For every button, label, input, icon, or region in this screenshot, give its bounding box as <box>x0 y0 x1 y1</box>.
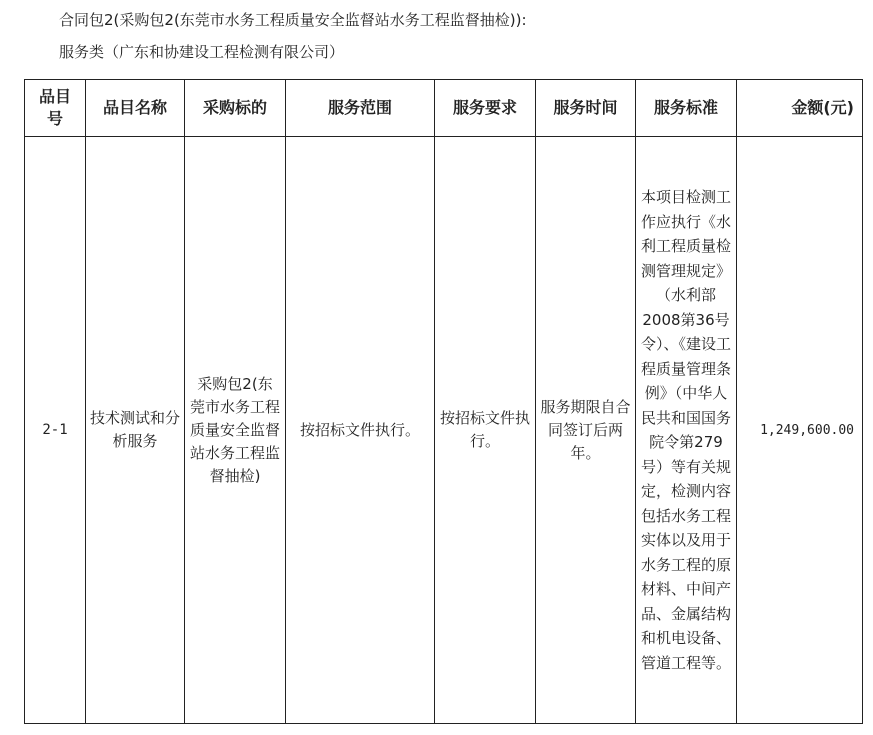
cell-service-scope: 按招标文件执行。 <box>286 137 435 724</box>
cell-item-name: 技术测试和分析服务 <box>86 137 185 724</box>
header-service-standard: 服务标准 <box>636 80 737 137</box>
cell-procurement-subject: 采购包2(东莞市水务工程质量安全监督站水务工程监督抽检) <box>185 137 286 724</box>
procurement-items-table <box>24 79 863 724</box>
service-category-label: 服务类（广东和协建设工程检测有限公司） <box>59 43 345 61</box>
cell-service-time: 服务期限自合同签订后两年。 <box>536 137 636 724</box>
header-service-time: 服务时间 <box>536 80 636 137</box>
cell-service-standard: 本项目检测工作应执行《水利工程质量检测管理规定》（水利部2008第36号令）、《建设工程质量管理条例》（中华人民共和国国务院令第279号）等有关规定，检测内容包括水务工程实体以及用于水务工程的原材料、中间产品、金属结构和机电设备、管道工程等。 <box>636 137 737 724</box>
cell-item-no: 2-1 <box>25 137 86 724</box>
header-procurement-subject: 采购标的 <box>185 80 286 137</box>
contract-package-title: 合同包2(采购包2(东莞市水务工程质量安全监督站水务工程监督抽检)): <box>59 11 527 29</box>
table-row <box>25 137 863 724</box>
header-service-requirement: 服务要求 <box>435 80 536 137</box>
cell-service-requirement: 按招标文件执行。 <box>435 137 536 724</box>
cell-amount: 1,249,600.00 <box>737 137 863 724</box>
header-item-no: 品目号 <box>25 80 86 137</box>
header-amount: 金额(元) <box>737 80 863 137</box>
header-service-scope: 服务范围 <box>286 80 435 137</box>
header-item-name: 品目名称 <box>86 80 185 137</box>
table-header-row <box>25 80 863 137</box>
